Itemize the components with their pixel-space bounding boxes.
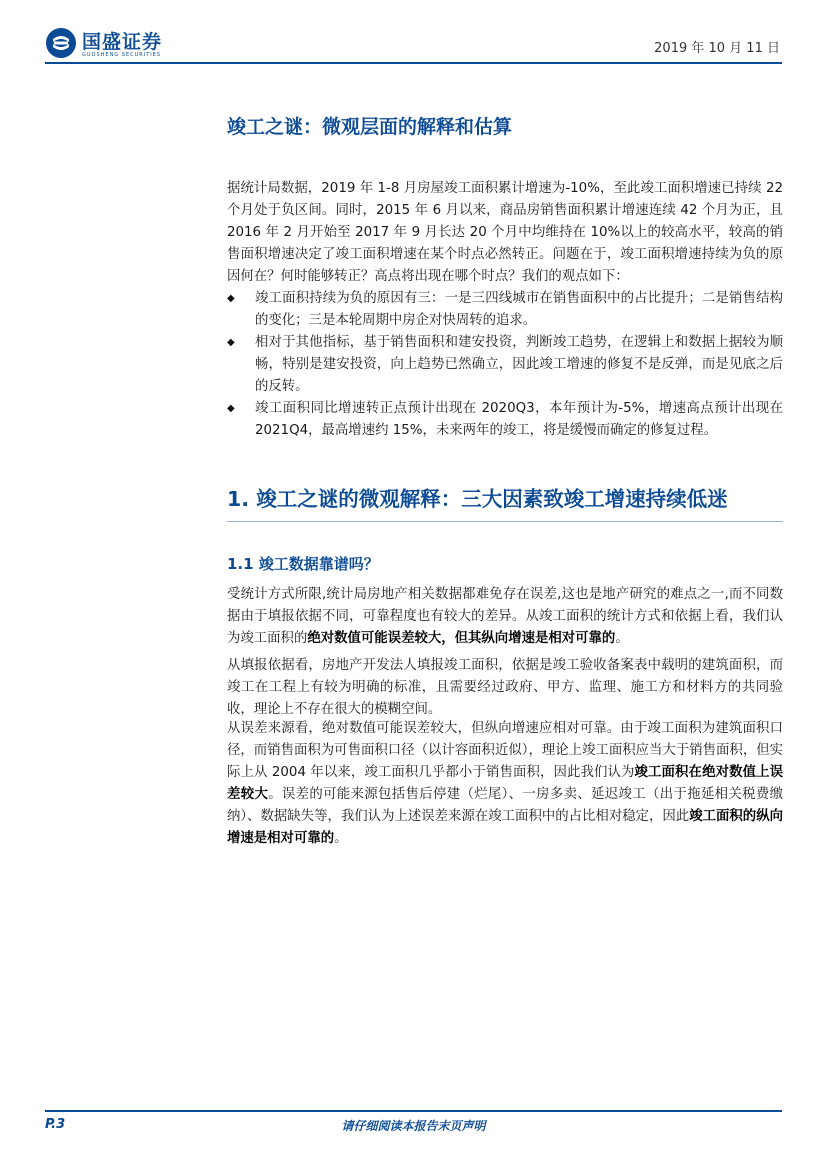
footer-divider xyxy=(45,1110,782,1112)
key-point-text: 竣工面积持续为负的原因有三：一是三四线城市在销售面积中的占比提升；二是销售结构的变化；三是本轮周期中房企对快周转的追求。 xyxy=(255,291,783,328)
section-heading: 1. 竣工之谜的微观解释：三大因素致竣工增速持续低迷 xyxy=(227,487,728,511)
emphasis-text: 竣工面积的纵向增速是相对可靠的 xyxy=(227,809,783,846)
body-paragraph: 从填报依据看，房地产开发法人填报竣工面积，依据是竣工验收备案表中载明的建筑面积，而竣工在工程上有较为明确的标准，且需要经过政府、甲方、监理、施工方和材料方的共同验收，理论上不存在很大的模糊空间。 xyxy=(227,658,783,717)
key-point xyxy=(227,288,783,332)
emphasis-text: 绝对数值可能误差较大，但其纵向增速是相对可靠的 xyxy=(307,631,616,646)
subsection-heading: 1.1 竣工数据靠谱吗？ xyxy=(227,555,379,573)
paragraph-text: 从误差来源看，绝对数值可能误差较大，但纵向增速应相对可靠。由于竣工面积为建筑面积口径，而销售面积为可售面积口径（以计容面积近似），理论上竣工面积应当大于销售面积，但实际上从 2004 年以来，竣工面积几乎都小于销售面积，因此我们认为 xyxy=(227,721,783,780)
key-point-text: 竣工面积同比增速转正点预计出现在 2020Q3，本年预计为-5%，增速高点预计出现在 2021Q4，最高增速约 15%，未来两年的竣工，将是缓慢而确定的修复过程。 xyxy=(255,401,783,438)
paragraph-text: 。 xyxy=(615,631,629,646)
paragraph-text: 。 xyxy=(334,831,348,846)
page-number: P.3 xyxy=(45,1117,66,1132)
key-point xyxy=(227,398,783,442)
teaser-paragraph: 据统计局数据，2019 年 1-8 月房屋竣工面积累计增速为-10%，至此竣工面积增速已持续 22 个月处于负区间。同时，2015 年 6 月以来，商品房销售面积累计增速连续 42 个月为正，且 2016 年 2 月开始至 2017 年 9 月长达 20 个月中均维持在 10%以上的较高水平，较高的销售面积增速决定了竣工面积增速在某个时点必然转正。问题在于，竣工面积增速持续为负的原因何在？何时能够转正？高点将出现在哪个时点？我们的观点如下： xyxy=(227,181,783,284)
diamond-bullet-icon: ◆ xyxy=(227,337,235,348)
teaser-title: 竣工之谜：微观层面的解释和估算 xyxy=(227,116,513,138)
diamond-bullet-icon: ◆ xyxy=(227,403,235,414)
body-paragraph xyxy=(227,718,783,850)
paragraph-text: 。误差的可能来源包括售后停建（烂尾）、一房多卖、延迟竣工（出于拖延相关税费缴纳）、数据缺失等，我们认为上述误差来源在竣工面积中的占比相对稳定，因此 xyxy=(227,787,783,824)
diamond-bullet-icon: ◆ xyxy=(227,293,235,304)
company-logo xyxy=(45,24,195,64)
body-paragraph xyxy=(227,584,783,650)
key-point xyxy=(227,332,783,398)
logo-mark-icon xyxy=(45,27,77,59)
disclaimer-note: 请仔细阅读本报告末页声明 xyxy=(341,1119,486,1133)
key-point-text: 相对于其他指标，基于销售面积和建安投资，判断竣工趋势，在逻辑上和数据上据较为顺畅，特别是建安投资，向上趋势已然确立，因此竣工增速的修复不是反弹，而是见底之后的反转。 xyxy=(255,335,783,394)
report-date: 2019 年 10 月 11 日 xyxy=(654,41,780,56)
brand-name-en: GUOSHENG SECURITIES xyxy=(82,52,162,58)
header-divider xyxy=(45,62,782,64)
brand-name: 国盛证券 xyxy=(82,31,163,53)
key-points-list xyxy=(227,288,783,442)
emphasis-text: 竣工面积在绝对数值上误差较大 xyxy=(227,765,783,802)
section-divider xyxy=(227,521,783,522)
paragraph-text: 受统计方式所限,统计局房地产相关数据都难免存在误差,这也是地产研究的难点之一,而不同数据由于填报依据不同，可靠程度也有较大的差异。从竣工面积的统计方式和依据上看，我们认为竣工面积的 xyxy=(227,587,783,646)
